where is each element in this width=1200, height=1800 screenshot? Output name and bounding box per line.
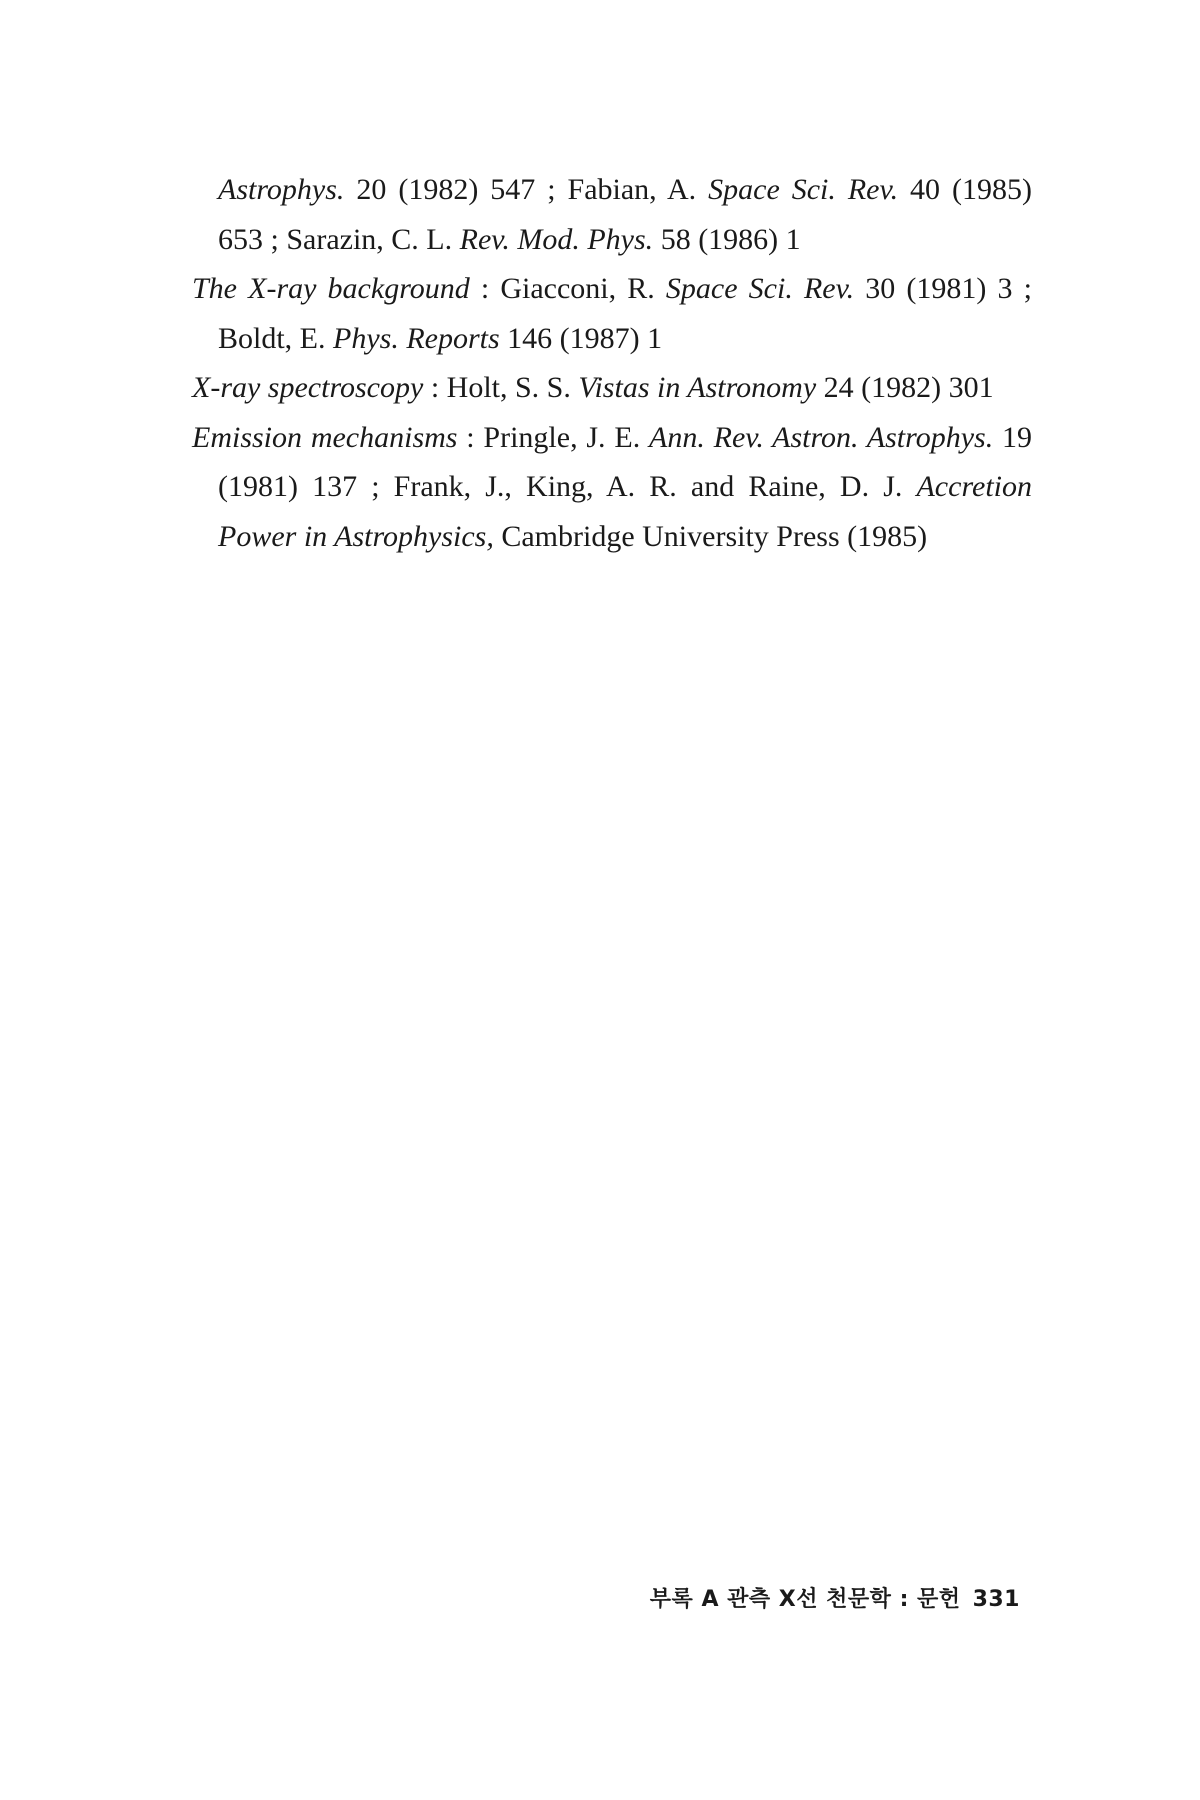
citation-text: 19 (1981) 137 ; Frank, J., King, A. R. and Raine, D. J. [218,420,1033,503]
reference-topic: X-ray spectroscopy [192,371,424,404]
journal-name: Astrophys. [218,173,345,206]
citation-text: 58 (1986) 1 [653,222,801,256]
citation-text: 146 (1987) 1 [499,321,663,355]
citation-text: : Giacconi, R. [469,272,666,305]
reference-list [192,165,1032,561]
page-footer [640,1582,1020,1613]
citation-text: : Pringle, J. E. [457,420,650,454]
citation-text: : Holt, S. S. [423,371,579,404]
journal-name: Ann. Rev. Astron. Astrophys. [649,420,994,454]
page-number: 331 [972,1587,1020,1612]
running-head: 부록 A 관측 X선 천문학 : 문헌 [649,1587,961,1612]
journal-name: Phys. Reports [333,321,500,355]
book-title: Accretion Power in Astrophysics, [218,470,1032,553]
journal-name: Space Sci. Rev. [665,272,855,305]
reference-entry [192,264,1032,363]
journal-name: Space Sci. Rev. [708,173,899,206]
reference-topic: Emission mechanisms [192,420,458,454]
journal-name: Vistas in Astronomy [578,371,817,404]
reference-entry [192,413,1032,562]
citation-text: 30 (1981) 3 ; Boldt, E. [218,272,1032,355]
reference-entry [192,165,1032,264]
reference-entry [192,363,1032,413]
citation-text: 40 (1985) 653 ; Sarazin, C. L. [218,173,1033,256]
reference-topic: The X-ray background [192,272,470,305]
citation-text: 24 (1982) 301 [816,371,994,404]
journal-name: Rev. Mod. Phys. [459,222,654,256]
citation-text: 20 (1982) 547 ; Fabian, A. [344,173,709,206]
citation-text: Cambridge University Press (1985) [493,519,928,553]
